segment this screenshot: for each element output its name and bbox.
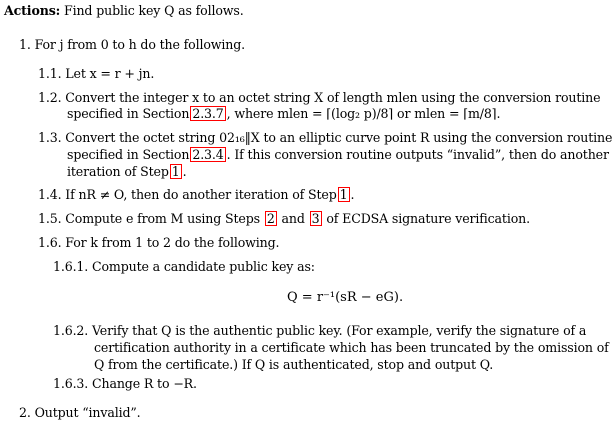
step-1-6-2-line2: certification authority in a certificate which has been truncated by the omission of bbox=[94, 340, 609, 355]
actions-heading bbox=[4, 3, 244, 19]
step-1-3-line2 bbox=[67, 147, 609, 163]
step-1-3-line3 bbox=[67, 164, 187, 180]
step-number: 1.4. bbox=[38, 187, 62, 202]
step-text: Compute e from M using Steps bbox=[65, 211, 260, 226]
step-text-line1: Verify that Q is the authentic public key. (For example, verify the signature of a bbox=[92, 323, 587, 338]
step-number: 1.3. bbox=[38, 130, 62, 145]
step-text-line1: Convert the integer x to an octet string X of length mlen using the conversion routine bbox=[65, 90, 601, 105]
step-text-line2b: , where mlen = ⌈(log₂ p)/8⌉ or mlen = ⌈m/8⌉. bbox=[226, 106, 501, 121]
step-number: 1.6. bbox=[38, 235, 62, 250]
step-1-4 bbox=[38, 187, 354, 203]
step-1-6-1 bbox=[53, 259, 315, 275]
step-text-line2b: . If this conversion routine outputs “invalid”, then do another bbox=[226, 147, 609, 162]
step-number: 1.6.1. bbox=[53, 259, 89, 274]
step-number: 1.1. bbox=[38, 66, 62, 81]
step-1-3 bbox=[38, 130, 612, 146]
step-text: Compute a candidate public key as: bbox=[92, 259, 315, 274]
step-1-5 bbox=[38, 211, 530, 227]
step-link-1[interactable]: 1 bbox=[171, 164, 180, 179]
step-1-6-2-line3: Q from the certificate.) If Q is authenticated, stop and output Q. bbox=[94, 357, 494, 372]
step-1-2-line2 bbox=[67, 106, 500, 122]
step-number: 1.2. bbox=[38, 90, 62, 105]
step-link-3[interactable]: 3 bbox=[311, 211, 320, 226]
step-1-6-3 bbox=[53, 376, 197, 392]
step-link-2[interactable]: 2 bbox=[266, 211, 275, 226]
step-text: For j from 0 to h do the following. bbox=[34, 37, 246, 52]
step-1 bbox=[19, 37, 245, 53]
step-text: Let x = r + jn. bbox=[65, 66, 155, 81]
step-text: Change R to −R. bbox=[92, 376, 197, 391]
step-number: 2. bbox=[19, 405, 31, 420]
step-number: 1.5. bbox=[38, 211, 62, 226]
actions-text: Find public key Q as follows. bbox=[64, 3, 244, 18]
section-link-2-3-7[interactable]: 2.3.7 bbox=[192, 106, 224, 121]
step-text-line2a: specified in Section bbox=[67, 106, 190, 121]
step-text-and: and bbox=[281, 211, 305, 226]
step-text: Output “invalid”. bbox=[34, 405, 141, 420]
step-1-6 bbox=[38, 235, 279, 251]
section-link-2-3-4[interactable]: 2.3.4 bbox=[192, 147, 224, 162]
step-1-1 bbox=[38, 66, 154, 82]
step-text: For k from 1 to 2 do the following. bbox=[65, 235, 280, 250]
step-text-end: . bbox=[350, 187, 355, 202]
step-link-1[interactable]: 1 bbox=[339, 187, 348, 202]
step-1-2 bbox=[38, 90, 600, 106]
step-text-end: of ECDSA signature verification. bbox=[326, 211, 530, 226]
step-text-line3a: iteration of Step bbox=[67, 164, 169, 179]
step-number: 1.6.2. bbox=[53, 323, 89, 338]
step-text-line3b: . bbox=[182, 164, 187, 179]
actions-label: Actions: bbox=[4, 3, 61, 18]
step-1-6-2 bbox=[53, 323, 586, 339]
step-text: If nR ≠ O, then do another iteration of Step bbox=[65, 187, 337, 202]
step-text-line2a: specified in Section bbox=[67, 147, 190, 162]
step-number: 1. bbox=[19, 37, 31, 52]
step-text-line1: Convert the octet string 02₁₆‖X to an elliptic curve point R using the conversion routine bbox=[65, 130, 613, 145]
step-number: 1.6.3. bbox=[53, 376, 89, 391]
step-2 bbox=[19, 405, 141, 421]
candidate-key-equation: Q = r⁻¹(sR − eG). bbox=[287, 290, 404, 305]
